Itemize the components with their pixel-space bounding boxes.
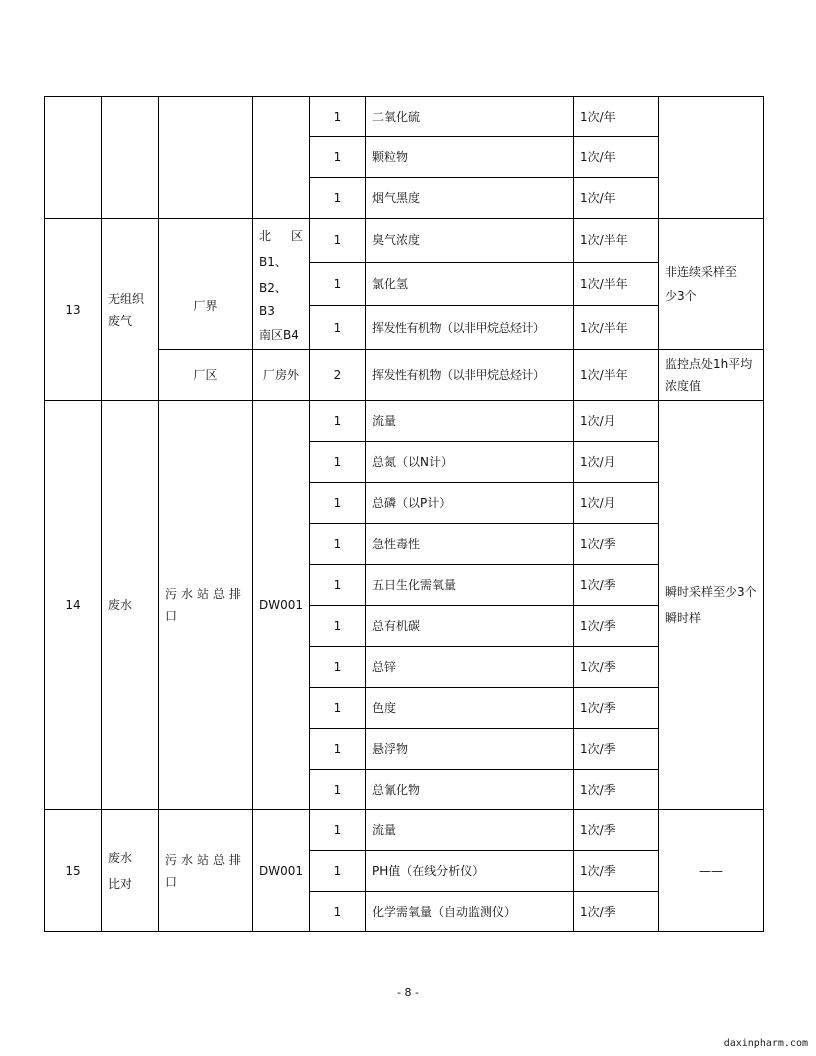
freq-num-cell: 1 <box>310 219 366 263</box>
site-cell <box>159 810 253 932</box>
note-text: 非连续采样至少3个 <box>665 265 738 303</box>
freq-num-cell: 1 <box>310 810 366 851</box>
item-cell: 流量 <box>366 401 574 442</box>
freq-num-cell: 1 <box>310 524 366 565</box>
frequency-cell: 1次/半年 <box>574 262 659 306</box>
item-cell: 颗粒物 <box>366 137 574 178</box>
freq-num-cell: 1 <box>310 306 366 350</box>
item-cell: 二氧化硫 <box>366 97 574 137</box>
no-cell: 14 <box>45 401 102 810</box>
table-row <box>45 97 764 137</box>
frequency-cell: 1次/季 <box>574 565 659 606</box>
type-cell <box>102 810 159 932</box>
point-cell: 厂房外 <box>253 350 310 401</box>
point-line: 北 区 <box>259 229 303 243</box>
item-cell: 总氮（以N计） <box>366 442 574 483</box>
item-cell: 色度 <box>366 688 574 729</box>
monitoring-table <box>44 96 764 932</box>
freq-num-cell: 1 <box>310 729 366 770</box>
frequency-cell: 1次/半年 <box>574 350 659 401</box>
type-text: 废水比对 <box>108 850 133 891</box>
page-number: - 8 - <box>397 986 419 999</box>
freq-num-cell: 1 <box>310 688 366 729</box>
site-cell <box>159 219 253 350</box>
frequency-cell: 1次/季 <box>574 688 659 729</box>
freq-num-cell: 1 <box>310 565 366 606</box>
type-cell <box>102 97 159 219</box>
item-cell: 氯化氢 <box>366 262 574 306</box>
point-line: 南区B4 <box>259 328 299 342</box>
note-cell: —— <box>659 810 764 932</box>
frequency-cell: 1次/月 <box>574 401 659 442</box>
type-cell <box>102 219 159 401</box>
item-cell: 总锌 <box>366 647 574 688</box>
freq-num-cell: 1 <box>310 97 366 137</box>
freq-num-cell: 1 <box>310 137 366 178</box>
site-text: 厂界 <box>193 299 218 313</box>
table-row <box>45 401 764 442</box>
frequency-cell: 1次/季 <box>574 892 659 932</box>
item-cell: 挥发性有机物（以非甲烷总烃计） <box>366 350 574 401</box>
freq-num-cell: 1 <box>310 178 366 219</box>
item-cell: 流量 <box>366 810 574 851</box>
table-row <box>45 810 764 851</box>
point-cell <box>253 219 310 350</box>
freq-num-cell: 1 <box>310 606 366 647</box>
item-cell: 五日生化需氧量 <box>366 565 574 606</box>
frequency-cell: 1次/月 <box>574 483 659 524</box>
item-cell: 臭气浓度 <box>366 219 574 263</box>
no-cell <box>45 97 102 219</box>
freq-num-cell: 1 <box>310 401 366 442</box>
freq-num-cell: 1 <box>310 483 366 524</box>
frequency-cell: 1次/半年 <box>574 306 659 350</box>
site-text: 污水站总排口 <box>165 587 246 623</box>
item-cell: 总氰化物 <box>366 770 574 810</box>
freq-num-cell: 1 <box>310 647 366 688</box>
frequency-cell: 1次/年 <box>574 137 659 178</box>
no-cell: 13 <box>45 219 102 401</box>
item-cell: 急性毒性 <box>366 524 574 565</box>
item-cell: 烟气黑度 <box>366 178 574 219</box>
site-cell: 厂区 <box>159 350 253 401</box>
point-cell: DW001 <box>253 810 310 932</box>
freq-num-cell: 1 <box>310 442 366 483</box>
site-cell <box>159 401 253 810</box>
freq-num-cell: 2 <box>310 350 366 401</box>
point-cell <box>253 97 310 219</box>
frequency-cell: 1次/季 <box>574 647 659 688</box>
item-cell: 挥发性有机物（以非甲烷总烃计） <box>366 306 574 350</box>
item-cell: 悬浮物 <box>366 729 574 770</box>
freq-num-cell: 1 <box>310 262 366 306</box>
note-cell <box>659 219 764 350</box>
item-cell: 总磷（以P计） <box>366 483 574 524</box>
note-text: 瞬时采样至少3个瞬时样 <box>665 585 757 625</box>
frequency-cell: 1次/年 <box>574 178 659 219</box>
point-line: B1、B2、 <box>259 255 287 295</box>
note-cell <box>659 350 764 401</box>
site-cell <box>159 97 253 219</box>
item-cell: 化学需氧量（自动监测仪） <box>366 892 574 932</box>
frequency-cell: 1次/季 <box>574 770 659 810</box>
site-text: 污水站总排口 <box>165 852 246 889</box>
frequency-cell: 1次/月 <box>574 442 659 483</box>
frequency-cell: 1次/季 <box>574 729 659 770</box>
item-cell: 总有机碳 <box>366 606 574 647</box>
item-cell: PH值（在线分析仪） <box>366 851 574 892</box>
type-text: 无组织废气 <box>108 291 145 328</box>
frequency-cell: 1次/季 <box>574 606 659 647</box>
frequency-cell: 1次/季 <box>574 810 659 851</box>
freq-num-cell: 1 <box>310 770 366 810</box>
watermark: daxinpharm.com <box>723 1038 808 1049</box>
frequency-cell: 1次/半年 <box>574 219 659 263</box>
no-cell: 15 <box>45 810 102 932</box>
note-cell <box>659 97 764 219</box>
type-cell: 废水 <box>102 401 159 810</box>
freq-num-cell: 1 <box>310 892 366 932</box>
frequency-cell: 1次/年 <box>574 97 659 137</box>
freq-num-cell: 1 <box>310 851 366 892</box>
point-line: B3 <box>259 304 275 318</box>
note-text: 监控点处1h平均浓度值 <box>665 357 753 393</box>
frequency-cell: 1次/季 <box>574 851 659 892</box>
table-row <box>45 219 764 263</box>
note-cell <box>659 401 764 810</box>
point-cell: DW001 <box>253 401 310 810</box>
frequency-cell: 1次/季 <box>574 524 659 565</box>
